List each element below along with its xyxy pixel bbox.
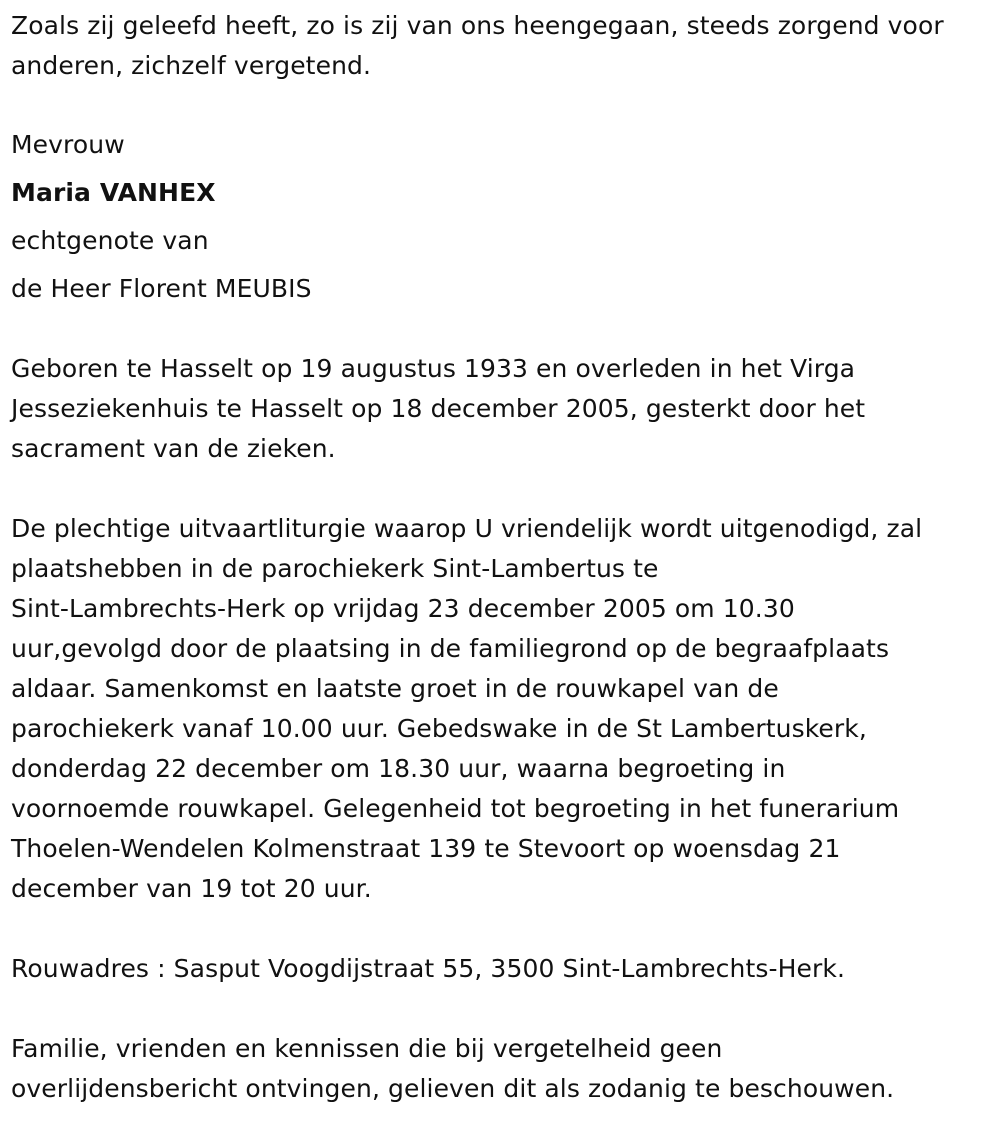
relation-label: echtgenote van: [11, 226, 209, 255]
funeral-line-10: december van 19 tot 20 uur.: [11, 874, 372, 903]
intro-line-1: Zoals zij geleefd heeft, zo is zij van ons heengegaan, steeds zorgend voor: [11, 11, 944, 40]
funeral-line-1: De plechtige uitvaartliturgie waarop U vriendelijk wordt uitgenodigd, zal: [11, 514, 923, 543]
funeral-line-7: donderdag 22 december om 18.30 uur, waarna begroeting in: [11, 754, 786, 783]
deceased-name: Maria VANHEX: [11, 178, 216, 207]
funeral-line-6: parochiekerk vanaf 10.00 uur. Gebedswake in de St Lambertuskerk,: [11, 714, 867, 743]
funeral-line-3: Sint-Lambrechts-Herk op vrijdag 23 december 2005 om 10.30: [11, 594, 795, 623]
closing-line-1: Familie, vrienden en kennissen die bij vergetelheid geen: [11, 1034, 723, 1063]
closing-line-2: overlijdensbericht ontvingen, gelieven dit als zodanig te beschouwen.: [11, 1074, 895, 1103]
honorific: Mevrouw: [11, 130, 125, 159]
funeral-line-5: aldaar. Samenkomst en laatste groet in de rouwkapel van de: [11, 674, 779, 703]
birth-death-line-3: sacrament van de zieken.: [11, 434, 336, 463]
mourning-address: Rouwadres : Sasput Voogdijstraat 55, 3500 Sint-Lambrechts-Herk.: [11, 954, 845, 983]
funeral-line-9: Thoelen-Wendelen Kolmenstraat 139 te Stevoort op woensdag 21: [11, 834, 841, 863]
birth-death-line-1: Geboren te Hasselt op 19 augustus 1933 en overleden in het Virga: [11, 354, 856, 383]
funeral-line-4: uur,gevolgd door de plaatsing in de familiegrond op de begraafplaats: [11, 634, 890, 663]
funeral-line-2: plaatshebben in de parochiekerk Sint-Lambertus te: [11, 554, 659, 583]
spouse-name: de Heer Florent MEUBIS: [11, 274, 312, 303]
funeral-line-8: voornoemde rouwkapel. Gelegenheid tot begroeting in het funerarium: [11, 794, 900, 823]
intro-line-2: anderen, zichzelf vergetend.: [11, 51, 372, 80]
birth-death-line-2: Jesseziekenhuis te Hasselt op 18 december 2005, gesterkt door het: [11, 394, 866, 423]
